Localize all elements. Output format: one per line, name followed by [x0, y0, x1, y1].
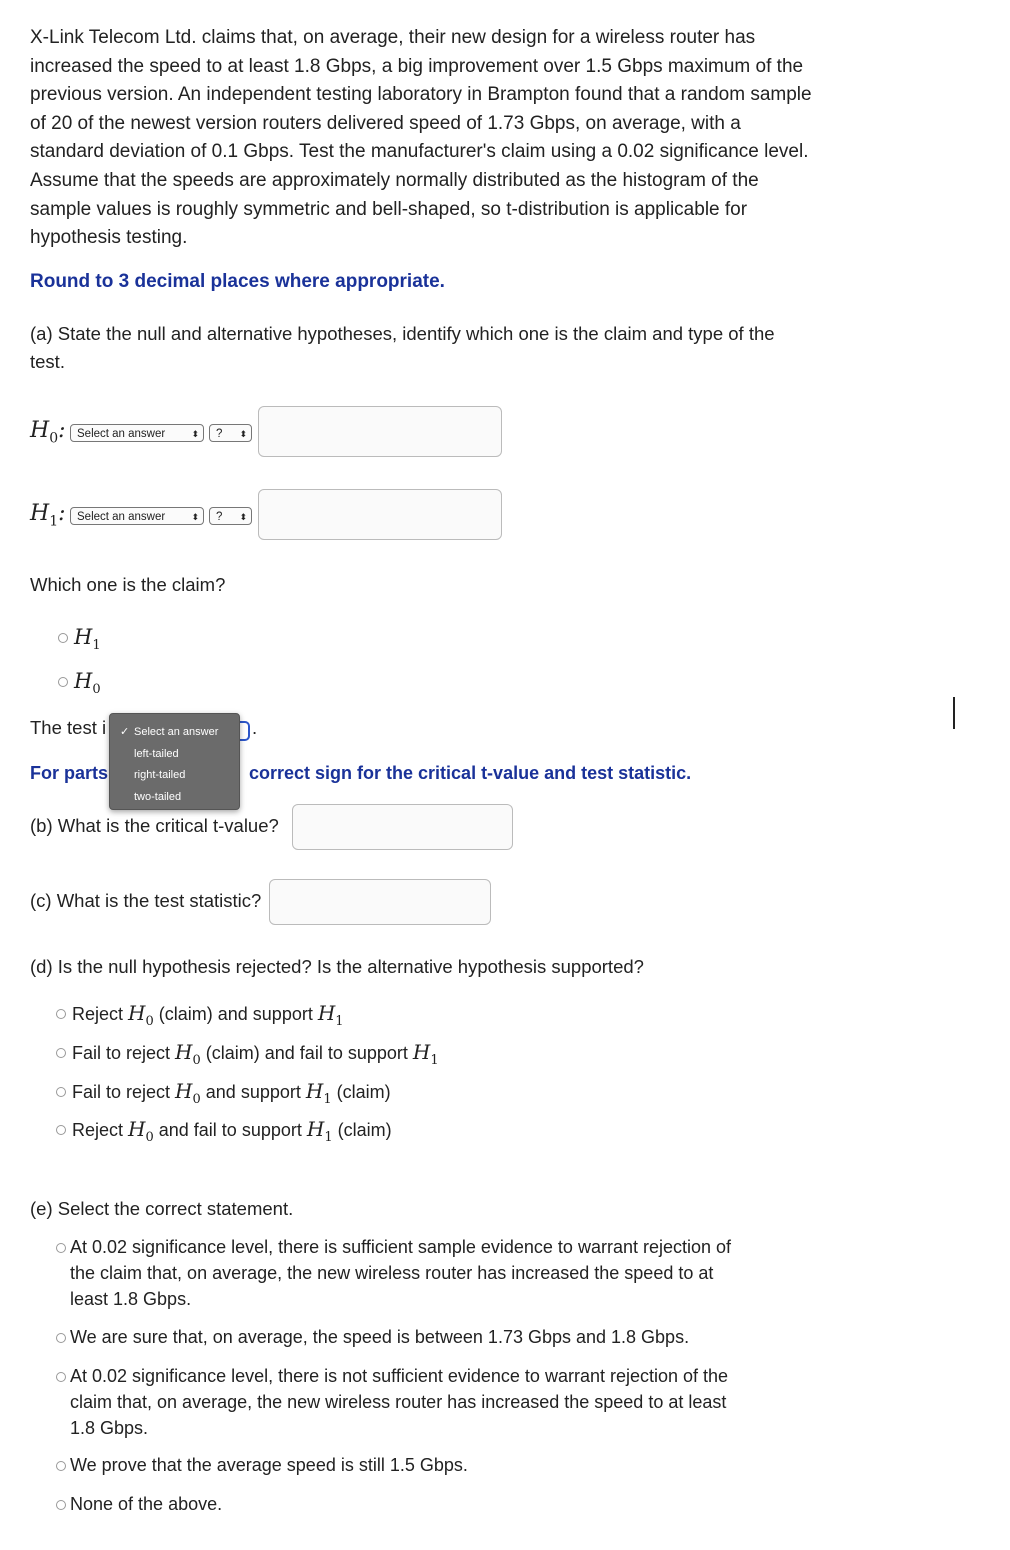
h1-label: $H_1$:: [30, 501, 66, 530]
part-a-question: (a) State the null and alternative hypotheses, identify which one is the claim and type of the test.: [30, 323, 775, 372]
radio-icon[interactable]: [58, 633, 68, 643]
part-d-question: (d) Is the null hypothesis rejected? Is the alternative hypothesis supported?: [30, 956, 644, 977]
h0-parameter-select[interactable]: Select an answer ⬍: [70, 424, 204, 442]
part-e-option-2[interactable]: We are sure that, on average, the speed is between 1.73 Gbps and 1.8 Gbps.: [56, 1324, 746, 1350]
part-c-question: (c) What is the test statistic?: [30, 890, 262, 911]
rounding-note: Round to 3 decimal places where appropriate.: [30, 271, 445, 292]
part-d-option-2[interactable]: Fail to reject $H_0$ (claim) and fail to support $H_1$: [56, 1039, 439, 1074]
radio-icon[interactable]: [56, 1461, 66, 1471]
part-e-option-4[interactable]: We prove that the average speed is still 1.5 Gbps.: [56, 1452, 746, 1478]
h0-label: $H_0$:: [30, 418, 66, 447]
claim-option-h0[interactable]: $H_0$: [58, 668, 101, 703]
test-statistic-input[interactable]: [269, 879, 491, 925]
dropdown-option-left-tailed[interactable]: left-tailed: [134, 747, 179, 760]
dropdown-option-two-tailed[interactable]: two-tailed: [134, 790, 182, 803]
chevron-updown-icon: ⬍: [191, 512, 199, 522]
radio-icon[interactable]: [56, 1125, 66, 1135]
part-d-option-1[interactable]: Reject $H_0$ (claim) and support $H_1$: [56, 1000, 344, 1035]
dropdown-option-right-tailed[interactable]: right-tailed: [134, 769, 186, 781]
test-type-prefix: The test i: [30, 717, 107, 738]
claim-question: Which one is the claim?: [30, 574, 226, 595]
h0-value-input[interactable]: [258, 406, 502, 457]
radio-icon[interactable]: [56, 1087, 66, 1097]
radio-icon[interactable]: [58, 677, 68, 687]
h1-parameter-select[interactable]: Select an answer ⬍: [70, 507, 204, 525]
sign-note-suffix: correct sign for the critical t-value and test statistic.: [249, 763, 692, 783]
part-d-option-3[interactable]: Fail to reject $H_0$ and support $H_1$ (claim): [56, 1078, 391, 1113]
text-cursor-icon: [953, 697, 955, 729]
part-e-option-1[interactable]: At 0.02 significance level, there is sufficient sample evidence to warrant rejection of the claim that, on average, the new wireless router has increased the speed to at least 1.8 Gbps.: [56, 1234, 746, 1312]
h0-relation-select[interactable]: ? ⬍: [209, 424, 252, 442]
part-e-question: (e) Select the correct statement.: [30, 1198, 294, 1219]
radio-icon[interactable]: [56, 1372, 66, 1382]
checkmark-icon: ✓: [120, 726, 130, 738]
part-d-option-4[interactable]: Reject $H_0$ and fail to support $H_1$ (claim): [56, 1116, 392, 1151]
radio-icon[interactable]: [56, 1333, 66, 1343]
h1-relation-select[interactable]: ? ⬍: [209, 507, 252, 525]
radio-icon[interactable]: [56, 1048, 66, 1058]
critical-t-input[interactable]: [292, 804, 513, 850]
problem-text: X-Link Telecom Ltd. claims that, on average, their new design for a wireless router has increased the speed to at least 1.8 Gbps, a big improvement over 1.5 Gbps maximum of the previous version. An independent testing laboratory in Brampton found that a random sample of 20 of the newest version routers delivered speed of 1.73 Gbps, on average, with a standard deviation of 0.1 Gbps. Test the manufacturer's claim using a 0.02 significance level. Assume that the speeds are approximately normally distributed as the histogram of the sample values is roughly symmetric and bell-shaped, so t-distribution is applicable for hypothesis testing.: [30, 27, 812, 249]
test-type-dropdown-menu[interactable]: [109, 713, 240, 810]
h1-value-input[interactable]: [258, 489, 502, 540]
chevron-updown-icon: ⬍: [239, 512, 247, 522]
radio-icon[interactable]: [56, 1500, 66, 1510]
test-type-suffix: .: [252, 717, 258, 738]
claim-option-h1[interactable]: $H_1$: [58, 624, 101, 659]
radio-icon[interactable]: [56, 1243, 66, 1253]
part-e-option-5[interactable]: None of the above.: [56, 1491, 746, 1517]
sign-note-prefix: For parts: [30, 763, 109, 783]
dropdown-option-select[interactable]: ✓ Select an answer: [110, 723, 239, 745]
part-e-option-3[interactable]: At 0.02 significance level, there is not sufficient evidence to warrant rejection of the claim that, on average, the new wireless router has increased the speed to at least 1.8 Gbps.: [56, 1363, 746, 1441]
chevron-updown-icon: ⬍: [191, 429, 199, 439]
part-b-question: (b) What is the critical t-value?: [30, 815, 279, 836]
radio-icon[interactable]: [56, 1009, 66, 1019]
chevron-updown-icon: ⬍: [239, 429, 247, 439]
